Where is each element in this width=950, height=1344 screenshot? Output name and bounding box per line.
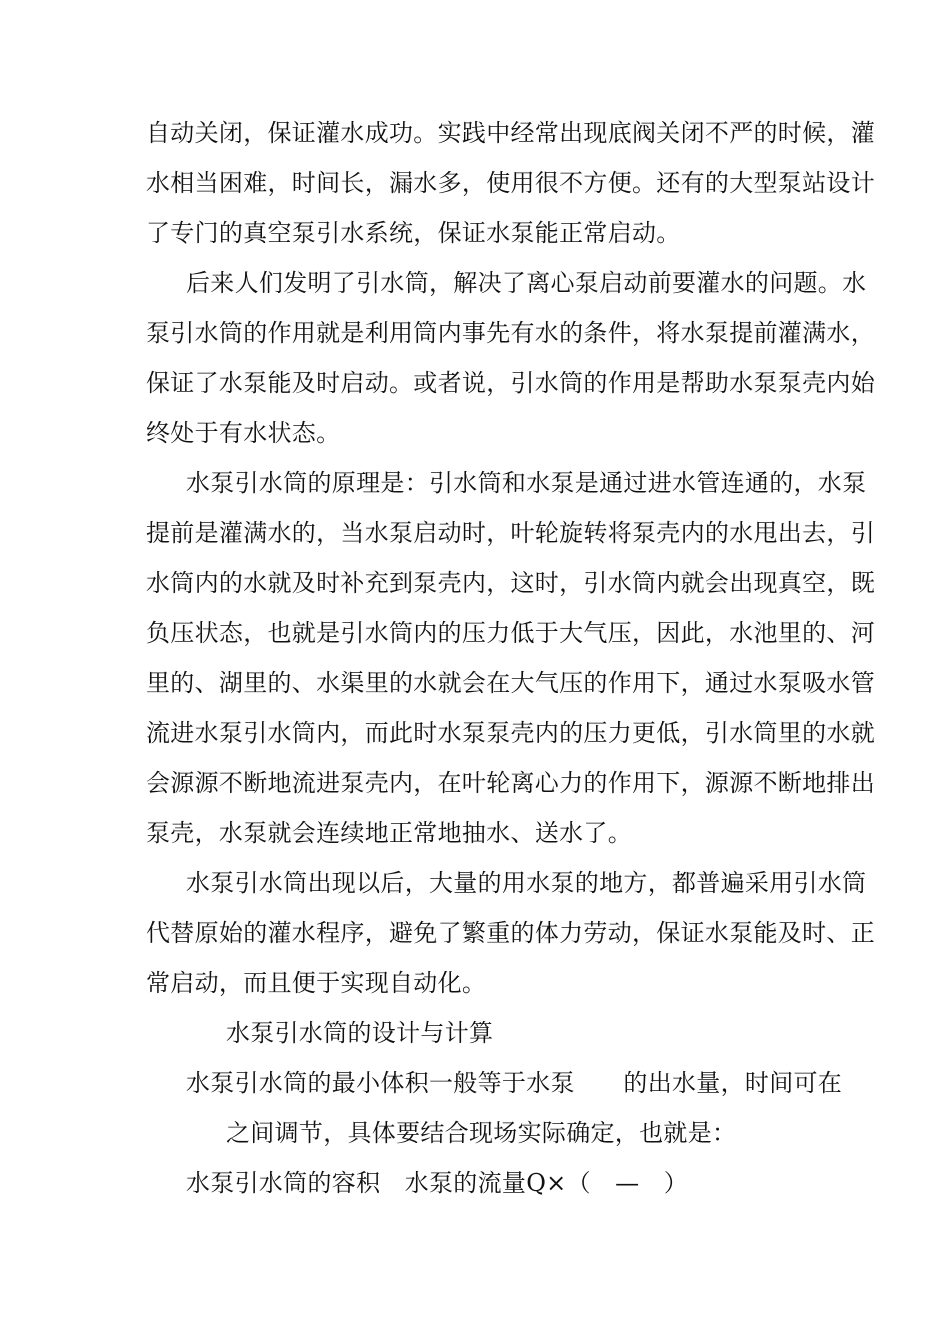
paragraph-3-line-1: 水泵引水筒的原理是：引水筒和水泵是通过进水管连通的，水泵 xyxy=(186,469,867,497)
paragraph-2-line-3: 保证了水泵能及时启动。或者说，引水筒的作用是帮助水泵泵壳内始 xyxy=(146,369,875,397)
paragraph-3-line-8: 泵壳，水泵就会连续地正常地抽水、送水了。 xyxy=(146,819,632,847)
calc-line-1: 水泵引水筒的最小体积一般等于水泵 的出水量，时间可在 xyxy=(186,1069,843,1097)
paragraph-3-line-3: 水筒内的水就及时补充到泵壳内，这时，引水筒内就会出现真空，既 xyxy=(146,569,875,597)
calc-line-2: 之间调节，具体要结合现场实际确定，也就是： xyxy=(226,1119,737,1147)
paragraph-2-line-2: 泵引水筒的作用就是利用筒内事先有水的条件，将水泵提前灌满水， xyxy=(146,319,875,347)
paragraph-3-line-7: 会源源不断地流进泵壳内，在叶轮离心力的作用下，源源不断地排出 xyxy=(146,769,875,797)
paragraph-2-line-1: 后来人们发明了引水筒，解决了离心泵启动前要灌水的问题。水 xyxy=(186,269,867,297)
paragraph-2-line-4: 终处于有水状态。 xyxy=(146,419,341,447)
calc-line-3: 水泵引水筒的容积 水泵的流量Q×（ — ） xyxy=(186,1169,689,1197)
paragraph-3-line-5: 里的、湖里的、水渠里的水就会在大气压的作用下，通过水泵吸水管 xyxy=(146,669,875,697)
paragraph-3-line-4: 负压状态，也就是引水筒内的压力低于大气压，因此，水池里的、河 xyxy=(146,619,875,647)
paragraph-1-line-1: 自动关闭，保证灌水成功。实践中经常出现底阀关闭不严的时候，灌 xyxy=(146,119,875,147)
paragraph-3-line-6: 流进水泵引水筒内，而此时水泵泵壳内的压力更低，引水筒里的水就 xyxy=(146,719,875,747)
section-heading: 水泵引水筒的设计与计算 xyxy=(226,1019,494,1047)
paragraph-4-line-2: 代替原始的灌水程序，避免了繁重的体力劳动，保证水泵能及时、正 xyxy=(146,919,875,947)
paragraph-4-line-1: 水泵引水筒出现以后，大量的用水泵的地方，都普遍采用引水筒 xyxy=(186,869,867,897)
paragraph-1-line-2: 水相当困难，时间长，漏水多，使用很不方便。还有的大型泵站设计 xyxy=(146,169,875,197)
paragraph-1-line-3: 了专门的真空泵引水系统，保证水泵能正常启动。 xyxy=(146,219,681,247)
paragraph-3-line-2: 提前是灌满水的，当水泵启动时，叶轮旋转将泵壳内的水甩出去，引 xyxy=(146,519,875,547)
paragraph-4-line-3: 常启动，而且便于实现自动化。 xyxy=(146,969,487,997)
